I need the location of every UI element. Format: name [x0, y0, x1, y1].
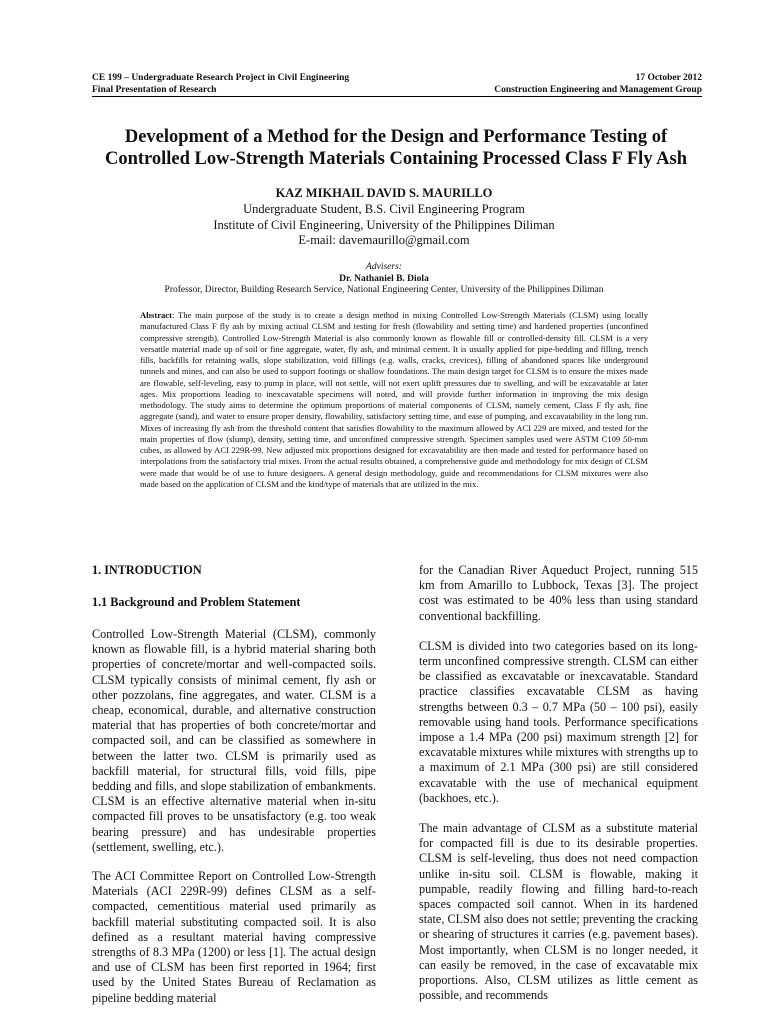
subsection-heading: 1.1 Background and Problem Statement [92, 595, 301, 609]
left-column [92, 563, 376, 1021]
abstract-text: : The main purpose of the study is to create a design method in mixing Controlled Low-Strength Materials (CLSM) using locally manufactured Class F fly ash by mixing actiual CLSM and testing for fresh (flowability and setting time) and hardened properties (unconfined compressive strength). Controlled Low-Strength Material is also commonly known as flowable fill or controlled-density fill. CLSM is a very versatile material made up of soil or fine aggregate, water, fly ash, and minimal cement. It is usually applied for pipe-bedding and filling, trench fills, backfills for retaining walls, slope stabilization, void fillings (e.g. walls, cracks, crevices), filling of abandoned spaces like underground tunnels and mines, and can also be used to support footings or shallow foundations. The main design target for CLSM is to ensure the mixes made are flowable, self-leveling, easy to pump in place, will not settle, will not exert uplift pressures due to swelling, and will be excavatable at later ages. Mix proportions leading to inexcavatable specimens will noted, and will provide further information in improving the mix design methodology. The study aims to determine the optimum proportions of material components of CLSM, namely cement, Class F fly ash, fine aggregate (sand), and water to ensure proper density, flowability, satisfactory setting time, and ease of pumping, and excavatability in the long run. Mixes of increasing fly ash from the threshold content that satisfies flowability to the maximum allowed by ACI 229 are mixed, and tested for the main properties of flow (slump), density, setting time, and unconfined compressive strength. Specimen samples used were ASTM C109 50-mm cubes, as allowed by ACI 229R-99. New adjusted mix proportions designed for excavatability are then made and tested for performance based on interpolations from the satisfactory trial mixes. From the actual results obtained, a comprehensive guide and methodology for mix design of CLSM were made that would be of use to future designers. A general design methodology, guide and recommendations for CLSM mixtures were also made based on the application of CLSM and the kind/type of materials that are utilized in the mix. [140, 310, 648, 489]
header-date: 17 October 2012 [635, 73, 702, 83]
advisers-block [0, 262, 768, 297]
advisers-label: Advisers: [366, 262, 402, 272]
right-column [419, 563, 698, 1018]
title-line-2: Controlled Low-Strength Materials Containing Processed Class F Fly Ash [104, 149, 688, 169]
header-event: Final Presentation of Research [92, 85, 217, 95]
author-institution: Institute of Civil Engineering, University of the Philippines Diliman [213, 217, 555, 232]
adviser-position: Professor, Director, Building Research Service, National Engineering Center, University of the Philippines Diliman [164, 285, 604, 295]
author-name: KAZ MIKHAIL DAVID S. MAURILLO [275, 186, 493, 200]
section-heading: 1. INTRODUCTION [92, 563, 202, 577]
header-course: CE 199 – Undergraduate Research Project in Civil Engineering [92, 73, 350, 83]
abstract [140, 310, 648, 490]
paragraph: for the Canadian River Aqueduct Project, running 515 km from Amarillo to Lubbock, Texas [3]. The project cost was estimated to be 40% less than using standard conventional backfilling. [419, 563, 698, 623]
paper-title [60, 126, 732, 170]
author-affiliation [0, 202, 768, 249]
abstract-label: Abstract [140, 310, 172, 320]
header-rule [92, 96, 702, 97]
paragraph: Controlled Low-Strength Material (CLSM), commonly known as flowable fill, is a hybrid material sharing both properties of concrete/mortar and well-compacted soils. CLSM typically consists of minimal cement, fly ash or other pozzolans, fine aggregates, and water. CLSM is a cheap, economical, durable, and alternative construction material that has properties of both concrete/mortar and compacted soil, and can be classified as somewhere in between the latter two. CLSM is primarily used as backfill material, for structural fills, void fills, pipe bedding and fills, and slope stabilization of embankments. CLSM is an effective alternative material when in-situ compacted fill proves to be unsatisfactory (e.g. too weak bearing pressure) and has undesirable properties (settlement, swelling, etc.). [92, 627, 376, 854]
header-group: Construction Engineering and Management Group [494, 85, 702, 95]
author-role: Undergraduate Student, B.S. Civil Engineering Program [243, 202, 525, 216]
title-line-1: Development of a Method for the Design and Performance Testing of [124, 127, 668, 147]
paragraph: The ACI Committee Report on Controlled Low-Strength Materials (ACI 229R-99) defines CLSM as a self-compacted, cementitious material used primarily as backfill material substituting compacted soil. It is also defined as a resultant material having compressive strengths of 8.3 MPa (1200) or less [1]. The actual design and use of CLSM has been first reported in 1964; first used by the United States Bureau of Reclamation as pipeline bedding material [92, 869, 376, 1005]
adviser-name: Dr. Nathaniel B. Diola [339, 273, 429, 284]
running-header [92, 72, 702, 96]
paragraph: CLSM is divided into two categories based on its long-term unconfined compressive strength. CLSM can either be classified as excavatable or inexcavatable. Standard practice classifies excavatable CLSM as having strengths between 0.3 – 0.7 MPa (50 – 100 psi), easily removable using hand tools. Performance specifications impose a 1.4 MPa (200 psi) maximum strength [2] for excavatable mixtures while mixtures with strengths up to a maximum of 2.1 MPa (300 psi) are still considered excavatable with the use of mechanical equipment (backhoes, etc.). [419, 638, 698, 805]
author-email: E-mail: davemaurillo@gmail.com [298, 233, 470, 247]
paragraph: The main advantage of CLSM as a substitute material for compacted fill is due to its desirable properties. CLSM is self-leveling, thus does not need compaction unlike in-situ soil. CLSM is flowable, making it pumpable, readily flowing and filling hard-to-reach spaces compacted soil cannot. When in its hardened state, CLSM also does not settle; preventing the cracking or shearing of structures it carries (e.g. pavement bases). Most importantly, when CLSM is no longer needed, it can easily be removed, in the case of excavatable mix proportions. Also, CLSM utilizes as little cement as possible, and recommends [419, 821, 698, 1003]
